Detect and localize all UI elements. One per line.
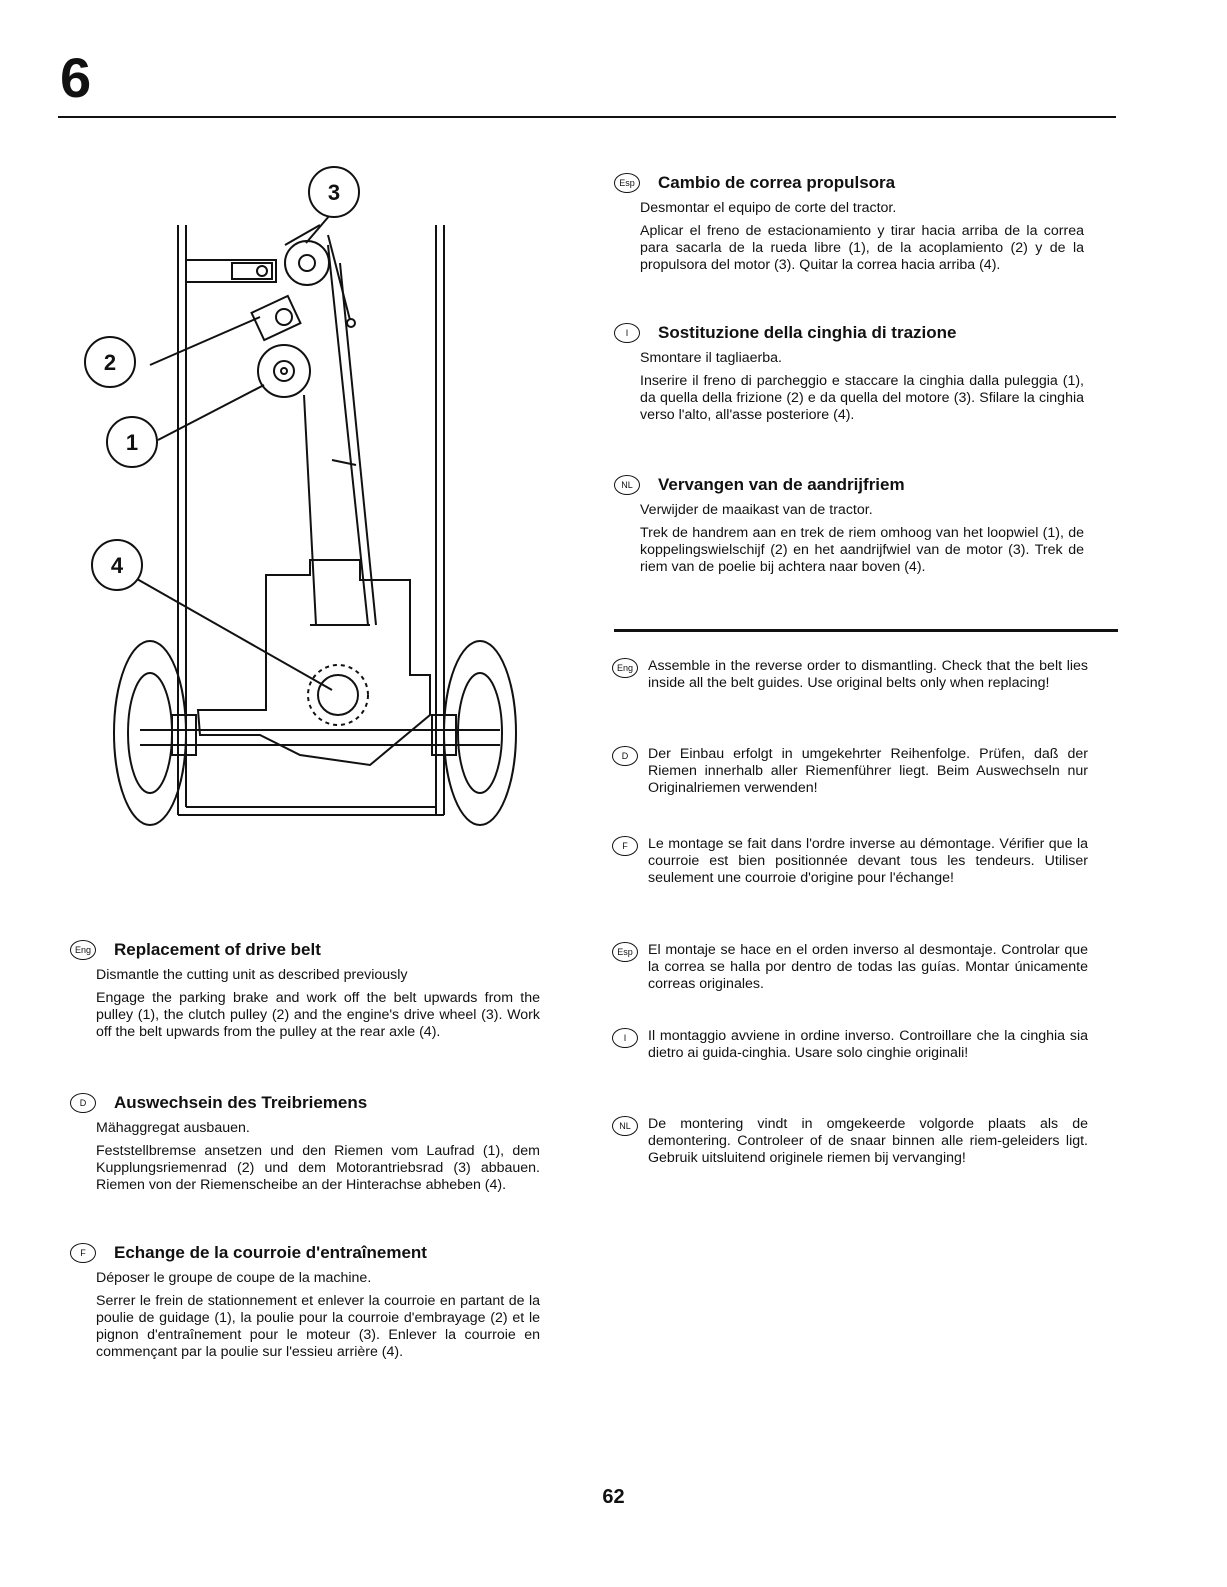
lang-badge-ita: I [614, 323, 640, 343]
note-eng [612, 658, 1088, 692]
lang-badge-eng: Eng [70, 940, 96, 960]
note-text: El montaje se hace en el orden inverso al desmontaje. Controlar que la correa se halla por dentro de todas las guías. Montar únicamente correas originales. [648, 942, 1088, 992]
paragraph: Engage the parking brake and work off the belt upwards from the pulley (1), the clutch pulley (2) and the engine's drive wheel (3). Work off the belt upwards from the pulley at the rear axle (4). [96, 990, 540, 1040]
paragraph: Déposer le groupe de coupe de la machine. [96, 1270, 372, 1286]
lang-badge-de: D [70, 1093, 96, 1113]
note-text: Le montage se fait dans l'ordre inverse au démontage. Vérifier que la courroie est bien positionnée devant tous les tendeurs. Utiliser seulement une courroie d'origine pour l'échange! [648, 836, 1088, 886]
lang-badge-nl: NL [612, 1116, 638, 1136]
callout-4: 4 [110, 553, 124, 578]
paragraph: Dismantle the cutting unit as described previously [96, 967, 408, 983]
callout-1: 1 [125, 430, 139, 455]
lang-badge-de: D [612, 746, 638, 766]
section-nl [614, 472, 1084, 582]
callout-2: 2 [103, 350, 117, 375]
note-esp [612, 942, 1088, 993]
paragraph: Feststellbremse ansetzen und den Riemen vom Laufrad (1), dem Kupplungsriemenrad (2) und dem Motorantriebsrad (3) abbauen. Riemen von der Riemenscheibe an der Hinterachse abheben (4). [96, 1143, 540, 1193]
section-esp [614, 170, 1084, 280]
lang-badge-esp: Esp [614, 173, 640, 193]
section-title: Auswechsein des Treibriemens [114, 1093, 368, 1112]
section-title: Sostituzione della cinghia di trazione [658, 323, 957, 342]
section-title: Echange de la courroie d'entraînement [114, 1243, 427, 1262]
drive-belt-diagram [70, 155, 530, 835]
lang-badge-fr: F [70, 1243, 96, 1263]
note-nl [612, 1116, 1088, 1167]
note-text: De montering vindt in omgekeerde volgorde plaats als de demontering. Controleer of de snaar binnen alle riem-geleiders ligt. Gebruik uitsluitend originele riemen bij vervanging! [648, 1116, 1088, 1166]
note-ita [612, 1028, 1088, 1062]
note-fr [612, 836, 1088, 887]
paragraph: Desmontar el equipo de corte del tractor. [640, 200, 897, 216]
section-title: Vervangen van de aandrijfriem [658, 475, 905, 494]
section-ita [614, 320, 1084, 430]
page-number: 62 [602, 1486, 625, 1508]
lang-badge-nl: NL [614, 475, 640, 495]
paragraph: Smontare il tagliaerba. [640, 350, 782, 366]
section-fr [70, 1240, 540, 1367]
lang-badge-esp: Esp [612, 942, 638, 962]
header-rule [58, 116, 1116, 118]
paragraph: Verwijder de maaikast van de tractor. [640, 502, 873, 518]
lang-badge-eng: Eng [612, 658, 638, 678]
paragraph: Aplicar el freno de estacionamiento y tirar hacia arriba de la correa para sacarla de la rueda libre (1), de la acoplamiento (2) y de la propulsora del motor (3). Quitar la correa hacia arriba (4). [640, 223, 1084, 273]
callout-3: 3 [327, 180, 341, 205]
section-eng [70, 937, 540, 1047]
paragraph: Mähaggregat ausbauen. [96, 1120, 250, 1136]
section-de [70, 1090, 540, 1200]
section-title: Cambio de correa propulsora [658, 173, 896, 192]
note-de [612, 746, 1088, 797]
paragraph: Trek de handrem aan en trek de riem omhoog van het loopwiel (1), de koppelingswielschijf (2) en het aandrijfwiel van de motor (3). Trek de riem van de poelie bij achtera naar boven (4). [640, 525, 1084, 575]
section-title: Replacement of drive belt [114, 940, 321, 959]
lang-badge-fr: F [612, 836, 638, 856]
chapter-number: 6 [60, 46, 92, 109]
note-text: Assemble in the reverse order to dismantling. Check that the belt lies inside all the belt guides. Use original belts only when replacing! [648, 658, 1088, 691]
divider-rule [614, 629, 1118, 632]
paragraph: Serrer le frein de stationnement et enlever la courroie en partant de la poulie de guidage (1), la poulie pour la courroie d'embrayage (2) et le pignon d'entraînement pour le moteur (3). Enlever la courroie en commençant par la poulie sur l'essieu arrière (4). [96, 1293, 540, 1360]
note-text: Der Einbau erfolgt in umgekehrter Reihenfolge. Prüfen, daß der Riemen innerhalb aller Riemenführer liegt. Beim Auswechseln nur Originalriemen verwenden! [648, 746, 1088, 796]
paragraph: Inserire il freno di parcheggio e staccare la cinghia dalla puleggia (1), da quella della frizione (2) e da quella del motore (3). Sfilare la cinghia verso l'alto, all'asse posteriore (4). [640, 373, 1084, 423]
note-text: Il montaggio avviene in ordine inverso. Controillare che la cinghia sia dietro ai guida-cinghia. Usare solo cinghie originali! [648, 1028, 1088, 1061]
lang-badge-ita: I [612, 1028, 638, 1048]
